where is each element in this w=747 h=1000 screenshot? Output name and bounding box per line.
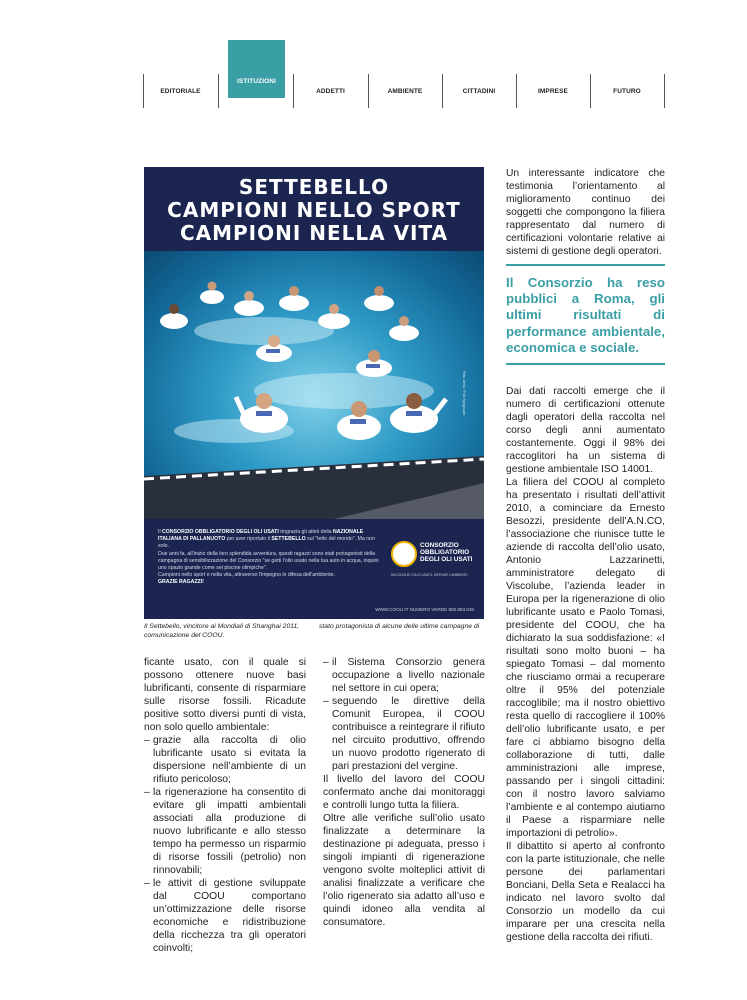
advert-text-bold: SETTEBELLO (271, 536, 306, 543)
logo-line: OBBLIGATORIO (420, 549, 470, 556)
caption-part: stato protagonista di alcune delle ultime campagne di (319, 623, 480, 630)
advert-title-line: SETTEBELLO (238, 175, 390, 199)
paragraph: La filiera del COOU al completo ha presentato i risultati dell’attivit 2010, a cominciare da Ernesto Besozzi, presidente dell’A.N.CO, l’associazione che riunisce tutte le aziende di raccolta dell’olio usato, Antonio Lazzarinetti, amministratore delegato di Viscolube, l’azienda leader in Europa per la rigenerazione di olio lubrificante usato e Paolo Tomasi, presidente del COOU, che ha dichiarato la sua soddisfazione: «I risultati sono molto buoni – ha spiegato Tomasi – dal momento che riusciamo ormai a recuperare oltre il 95% del potenziale raccoglibile; ma il nostro obiettivo resta quello di raccogliere il 100% dell’olio lubrificante usato, e per fare ci abbiamo bisogno della collaborazione di tutti, dalle amministrazioni alle imprese, passando per i singoli cittadini: con il nostro lavoro salviamo l’ambiente e al contempo aiutiamo il Paese a risparmiare nelle importazioni di petrolio». (506, 477, 665, 839)
article-column-right (506, 385, 665, 944)
advert-text-part: per aver riportato il (225, 536, 272, 543)
list-item: – il Sistema Consorzio genera occupazione a livello nazionale nel settore in cui opera; (323, 657, 485, 694)
paragraph: Il dibattito si aperto al confronto con la parte istituzionale, che nelle persone dei parlamentari Bonciani, Della Seta e Realacci ha indicato nel lavoro svolto dal Consorzio un modello da cui imparare per una crescita nella gestione della raccolta dei rifiuti. (506, 841, 665, 943)
list-item-text: grazie alla raccolta di olio lubrificante usato si evitata la dispersione nell’ambiente di un rifiuto pericoloso; (153, 735, 306, 785)
nav-item-istituzioni[interactable]: ISTITUZIONI (236, 77, 276, 85)
list-item-text: il Sistema Consorzio genera occupazione a livello nazionale nel settore in cui opera; (332, 657, 485, 694)
team-in-pool-illustration (144, 251, 484, 519)
photo-credit: Foto: Ansa / Foto Spagnuolo (462, 371, 466, 416)
article-column-left (144, 656, 306, 955)
advert-text (158, 529, 386, 587)
list-item-text: seguendo le direttive della Comunit Europea, il COOU contribuisce a reintegrare il rifiuto nel circuito produttivo, offrendo un nuovo prodotto rigenerato di pari prestazioni del vergine. (332, 696, 485, 772)
advert-text-bold: CONSORZIO OBBLIGATORIO DEGLI OLI USATI (162, 529, 279, 535)
nav-item-ambiente[interactable]: AMBIENTE (387, 87, 423, 95)
logo-wordmark (420, 542, 472, 563)
paragraph: ficante usato, con il quale si possono ottenere nuove basi lubrificanti, consente di risparmiare sulle risorse fossili. Ricadute positive sotto diversi punti di vista, non solo quello ambientale: (144, 657, 306, 733)
advert-headline (144, 167, 484, 251)
settebello-advert (144, 167, 484, 619)
pull-quote-rule-bottom (506, 363, 665, 365)
coou-logo (391, 541, 477, 581)
article-column-middle (323, 656, 485, 929)
article-column-right-top (506, 167, 665, 258)
logo-tagline: RACCOGLIE L'OLIO USATO. DIFENDE L'AMBIENTE. (391, 573, 469, 577)
pull-quote: Il Consorzio ha reso pubblici a Roma, gli ultimi risultati di performance ambientale, economica e sociale. (506, 275, 665, 355)
paragraph: Il livello del lavoro del COOU confermato anche dai monitoraggi e controlli lungo tutta la filiera. (323, 774, 485, 811)
list-item-text: le attivit di gestione sviluppate dal COOU comportano un’ottimizzazione delle risorse economiche e ridistribuzione della ricchezza tra gli operatori coinvolti; (153, 878, 306, 954)
nav-item-cittadini[interactable]: CITTADINI (462, 87, 496, 95)
nav-item-futuro[interactable]: FUTURO (613, 87, 641, 95)
logo-line: DEGLI OLI USATI (420, 556, 473, 563)
list-item: – seguendo le direttive della Comunit Europea, il COOU contribuisce a reintegrare il rifiuto nel circuito produttivo, offrendo un nuovo prodotto rigenerato di pari prestazioni del vergine. (323, 696, 485, 772)
nav-separator (664, 74, 665, 108)
logo-line: CONSORZIO (420, 542, 459, 549)
section-nav (143, 74, 665, 108)
advert-text-bold: GRAZIE RAGAZZI! (158, 579, 204, 586)
advert-text-part: ringrazia gli atleti della (278, 529, 333, 535)
list-item: – le attivit di gestione sviluppate dal COOU comportano un’ottimizzazione delle risorse economiche e ridistribuzione della ricchezza tra gli operatori coinvolti; (144, 878, 306, 954)
pull-quote-rule-top (506, 264, 665, 266)
nav-item-imprese[interactable]: IMPRESE (538, 87, 568, 95)
oil-drop-icon (391, 541, 417, 567)
nav-item-editoriale[interactable]: EDITORIALE (160, 87, 201, 95)
water-polo-team-photo (144, 251, 484, 519)
advert-footer: WWW.COOU.IT NUMERO VERDE 800.863.048 (375, 607, 474, 612)
nav-item-addetti[interactable]: ADDETTI (316, 87, 345, 95)
advert-title-line: CAMPIONI NELLA VITA (179, 221, 449, 245)
advert-text-part: Due anni fa, all'inizio della loro splendida avventura, questi ragazzi sono stati protagonisti della campagna di sensibilizzazione del Consorzio "se getti l'olio usato nella tua auto in acqua, inquini uno spazio grande come sei piscine olimpiche". (158, 550, 379, 572)
list-item: – la rigenerazione ha consentito di evitare gli impatti ambientali associati alla produzione di nuovo lubrificante e allo stesso tempo ha permesso un risparmio di risorse fossili (petrolio) non rinnovabili; (144, 787, 306, 876)
paragraph: Dai dati raccolti emerge che il numero di certificazioni ottenute dagli operatori della raccolta nel corso degli anni aumentato costantemente. Oggi il 98% dei raccoglitori ha un sistema di gestione ambientale ISO 14001. (506, 386, 665, 475)
advert-title-line: CAMPIONI NELLO SPORT (167, 198, 461, 222)
advert-text-part: sul "tetto del mondo". Ma non solo. (158, 536, 375, 550)
advert-body (144, 519, 484, 619)
list-item-text: la rigenerazione ha consentito di evitare gli impatti ambientali associati alla produzione di nuovo lubrificante e allo stesso tempo ha permesso un risparmio di risorse fossili (petrolio) non rinnovabili; (153, 787, 306, 876)
list-item: – grazie alla raccolta di olio lubrificante usato si evitata la dispersione nell’ambiente di un rifiuto pericoloso; (144, 735, 306, 785)
paragraph: Un interessante indicatore che testimonia l’orientamento al miglioramento continuo dei soggetti che compongono la filiera rappresentato dal numero di certificazioni volontarie relative ai sistemi di gestione degli operatori. (506, 168, 665, 257)
advert-text-part: Il (158, 529, 163, 535)
advert-text-part: Campioni nello sport e nella vita, attraverso l'impegno in difesa dell'ambiente. (158, 572, 336, 579)
nav-separator (218, 74, 219, 108)
advert-text-bold: NAZIONALE ITALIANA DI PALLANUOTO (158, 529, 364, 543)
paragraph: Oltre alle verifiche sull’olio usato finalizzate a determinare la destinazione pi adeguata, presso i singoli impianti di rigenerazione vengono svolte molteplici attivit di analisi finalizzate a verificare che l’olio rigenerato sia adatto all’uso e quindi idoneo alla vendita al consumatore. (323, 813, 485, 928)
caption-part: Il Settebello, vincitore ai Mondiali di Shanghai 2011, comunicazione del COOU. (144, 623, 300, 639)
